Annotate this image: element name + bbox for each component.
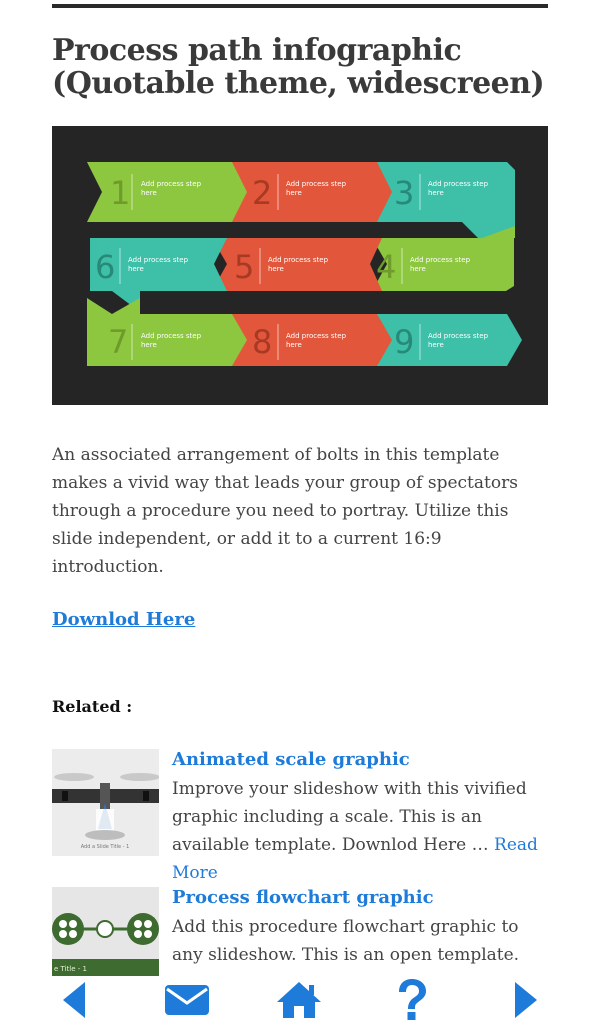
svg-text:Add process step: Add process step <box>286 332 347 340</box>
svg-text:Add process step: Add process step <box>286 180 347 188</box>
post-description: An associated arrangement of bolts in this template makes a vivid way that leads your group of spectators through a procedure you need to portray. Utilize this slide independent, or add it to a current 16:9 introduction. <box>52 445 518 577</box>
related-excerpt: Add this procedure flowchart graphic to any slideshow. This is an open template. <box>172 917 520 965</box>
related-excerpt: Improve your slideshow with this vivified graphic including a scale. This is an available template. Downlod Here … Read More <box>172 779 538 883</box>
svg-text:Add process step: Add process step <box>128 256 189 264</box>
read-more-link[interactable]: Read More <box>172 835 538 883</box>
bottom-nav <box>0 976 600 1024</box>
back-button[interactable] <box>56 978 92 1022</box>
svg-text:Add process step: Add process step <box>428 180 489 188</box>
svg-text:Add process step: Add process step <box>141 332 202 340</box>
related-thumbnail-scale[interactable] <box>52 749 159 856</box>
related-title-link[interactable]: Process flowchart graphic <box>172 887 434 908</box>
back-icon <box>59 980 89 1020</box>
forward-icon <box>511 980 541 1020</box>
page-title: Process path infographic (Quotable theme, widescreen) <box>52 33 545 101</box>
svg-text:here: here <box>410 265 426 273</box>
svg-text:Add a Slide Title - 1: Add a Slide Title - 1 <box>80 844 130 850</box>
top-divider <box>52 4 548 8</box>
svg-text:here: here <box>141 189 157 197</box>
step-9-number: 9 <box>394 323 415 361</box>
svg-text:here: here <box>286 189 302 197</box>
process-infographic <box>52 126 548 405</box>
svg-text:here: here <box>428 341 444 349</box>
help-icon <box>395 978 429 1022</box>
hero-image <box>52 126 548 405</box>
step-5-number: 5 <box>234 248 255 286</box>
svg-text:here: here <box>428 189 444 197</box>
forward-button[interactable] <box>508 978 544 1022</box>
home-button[interactable] <box>274 978 324 1022</box>
step-3-number: 3 <box>394 174 415 212</box>
step-1-number: 1 <box>110 174 131 212</box>
related-thumbnail-flowchart[interactable] <box>52 887 159 976</box>
step-8-number: 8 <box>252 323 273 361</box>
step-4-number: 4 <box>376 248 397 286</box>
home-icon <box>275 980 323 1020</box>
row2-bar <box>140 291 514 311</box>
svg-text:Add process step: Add process step <box>141 180 202 188</box>
related-title-link[interactable]: Animated scale graphic <box>172 749 410 770</box>
download-link[interactable]: Downlod Here <box>52 609 196 630</box>
svg-text:e Title - 1: e Title - 1 <box>54 965 87 973</box>
step-6-number: 6 <box>95 248 116 286</box>
svg-text:here: here <box>141 341 157 349</box>
svg-text:Add process step: Add process step <box>410 256 471 264</box>
mail-icon <box>164 983 210 1017</box>
email-button[interactable] <box>162 978 212 1022</box>
step-7-number: 7 <box>108 323 129 361</box>
help-button[interactable] <box>392 978 432 1022</box>
related-heading: Related : <box>52 697 133 716</box>
svg-text:Add process step: Add process step <box>428 332 489 340</box>
step-2-number: 2 <box>252 174 273 212</box>
svg-text:here: here <box>268 265 284 273</box>
svg-text:Add process step: Add process step <box>268 256 329 264</box>
svg-text:here: here <box>128 265 144 273</box>
svg-text:here: here <box>286 341 302 349</box>
